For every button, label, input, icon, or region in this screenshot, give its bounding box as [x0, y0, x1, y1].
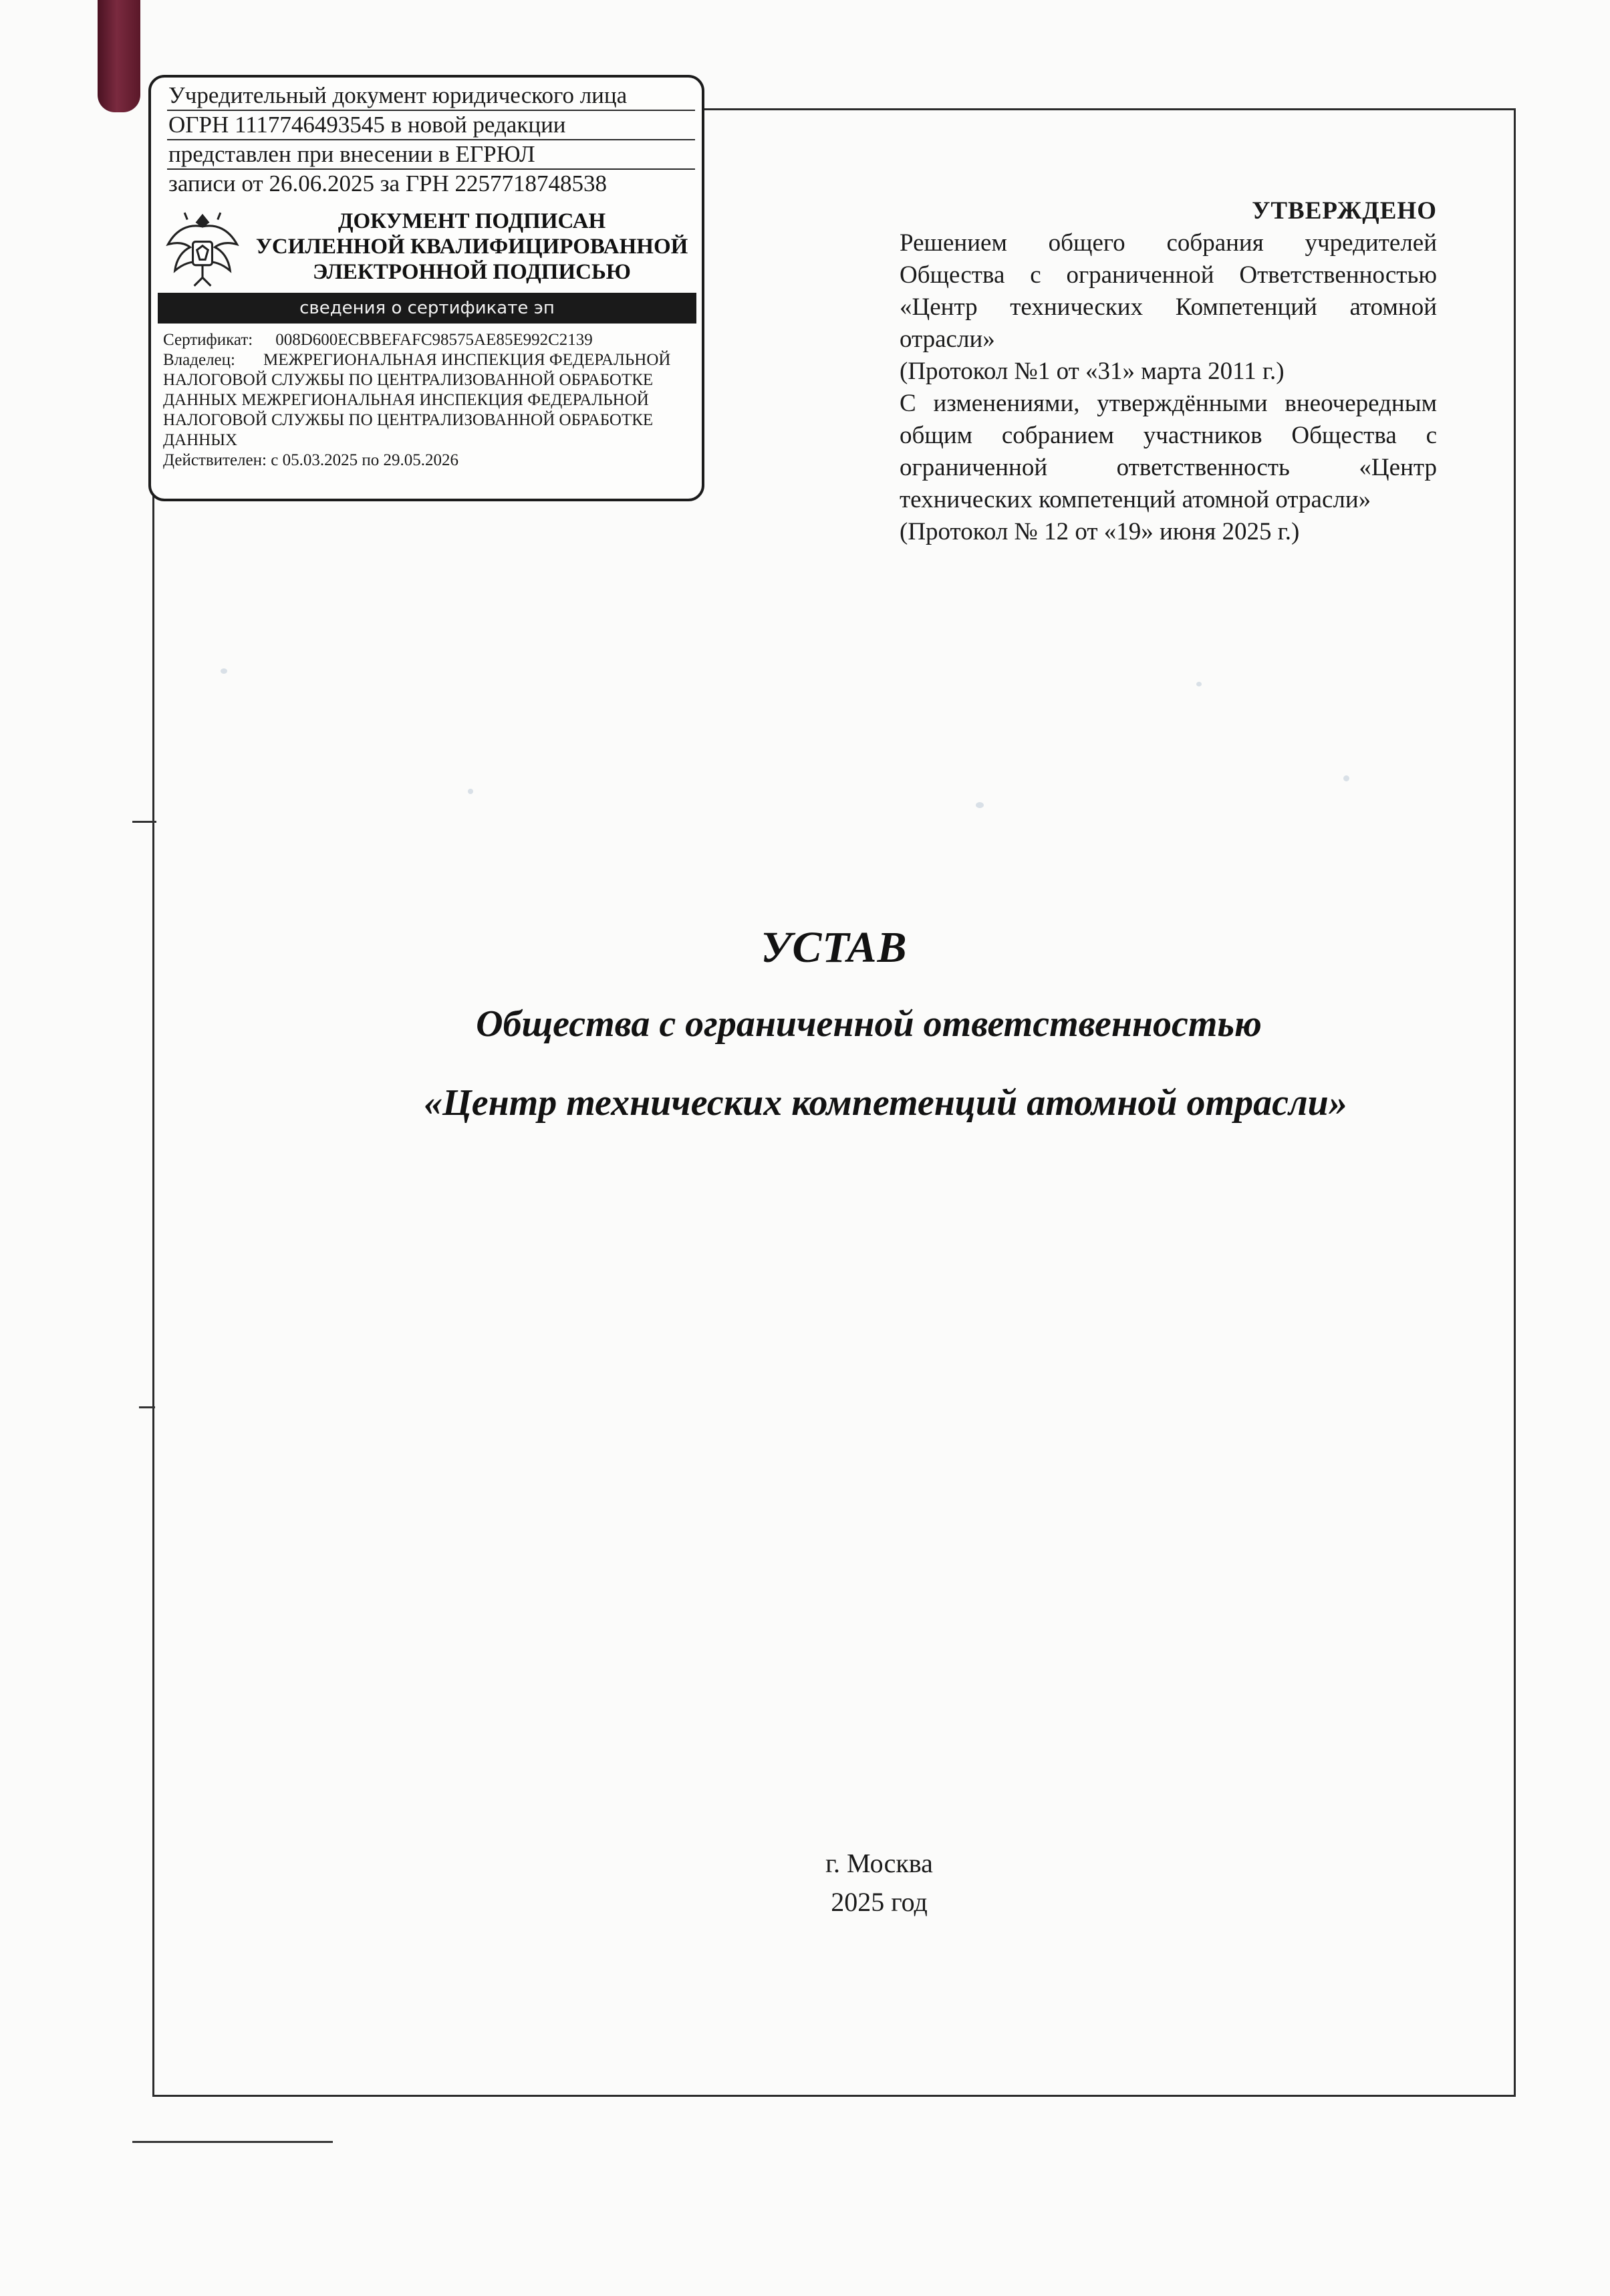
certificate-row	[163, 330, 698, 350]
margin-mark	[132, 821, 156, 823]
validity-period: с 05.03.2025 по 29.05.2026	[271, 451, 458, 469]
approval-decision: Решением общего собрания учредителей Общества с ограниченной Ответственностью «Центр технических Компетенций атомной отрасли»	[900, 229, 1437, 353]
amendment-protocol: (Протокол № 12 от «19» июня 2025 г.)	[900, 518, 1300, 545]
owner-row	[163, 350, 684, 451]
scan-speck	[1343, 775, 1349, 781]
coat-of-arms-icon	[160, 209, 245, 294]
document-year: 2025 год	[831, 1887, 928, 1917]
binding-ribbon	[98, 0, 140, 112]
owner-name: МЕЖРЕГИОНАЛЬНАЯ ИНСПЕКЦИЯ ФЕДЕРАЛЬНОЙ НАЛОГОВОЙ СЛУЖБЫ ПО ЦЕНТРАЛИЗОВАННОЙ ОБРАБОТКЕ ДАННЫХ МЕЖРЕГИОНАЛЬНАЯ ИНСПЕКЦИЯ ФЕДЕРАЛЬНОЙ НАЛОГОВОЙ СЛУЖБЫ ПО ЦЕНТРАЛИЗОВАННОЙ ОБРАБОТКЕ ДАННЫХ	[163, 351, 671, 449]
registration-lines	[167, 82, 695, 198]
certificate-number: 008D600ECBBEFAFC98575AE85E992C2139	[275, 331, 593, 349]
document-city: г. Москва	[825, 1848, 933, 1878]
owner-label: Владелец:	[163, 351, 235, 369]
scan-speck	[1196, 682, 1202, 686]
registration-stamp	[148, 75, 704, 501]
margin-mark	[132, 2141, 333, 2143]
document-subtitle-line2: «Центр технических компетенций атомной отрасли»	[424, 1082, 1347, 1124]
margin-mark	[139, 1406, 155, 1408]
approval-heading: УТВЕРЖДЕНО	[1252, 197, 1437, 225]
validity-label: Действителен:	[163, 451, 267, 469]
scan-speck	[221, 668, 227, 674]
registration-line: ОГРН 1117746493545 в новой редакции	[167, 111, 695, 140]
signature-title-line: УСИЛЕННОЙ КВАЛИФИЦИРОВАННОЙ	[255, 235, 688, 259]
certificate-info-bar: сведения о сертификате эп	[158, 293, 696, 324]
scan-speck	[976, 802, 984, 808]
signature-title-line: ЭЛЕКТРОННОЙ ПОДПИСЬЮ	[313, 260, 631, 284]
validity-row	[163, 451, 698, 471]
approval-protocol: (Протокол №1 от «31» марта 2011 г.)	[900, 358, 1285, 385]
registration-line: Учредительный документ юридического лица	[167, 82, 695, 111]
signature-title-line: ДОКУМЕНТ ПОДПИСАН	[338, 209, 606, 233]
document-title: УСТАВ	[761, 923, 908, 972]
signature-stamp-title	[251, 209, 692, 285]
approval-block	[900, 195, 1437, 548]
registration-line: представлен при внесении в ЕГРЮЛ	[167, 140, 695, 170]
certificate-label: Сертификат:	[163, 331, 253, 349]
certificate-details	[163, 330, 698, 471]
scan-speck	[468, 789, 473, 794]
approval-amendments: С изменениями, утверждёнными внеочередным общим собранием участников Общества с ограниченной ответственность «Центр технических компетенций атомной отрасли»	[900, 390, 1437, 513]
document-subtitle-line1: Общества с ограниченной ответственностью	[476, 1003, 1262, 1045]
registration-line: записи от 26.06.2025 за ГРН 2257718748538	[168, 170, 608, 197]
